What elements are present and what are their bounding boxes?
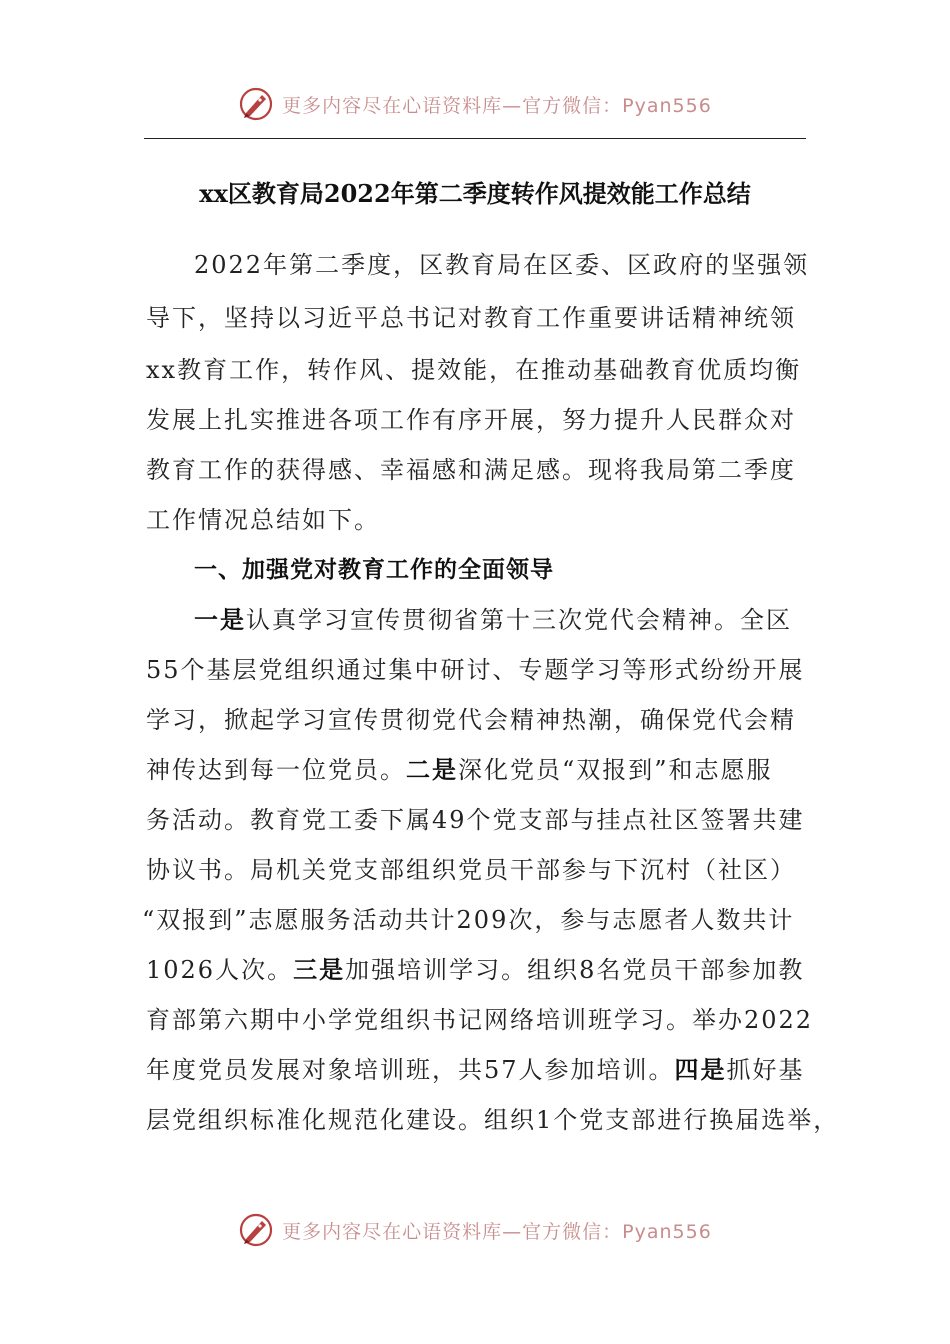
header-watermark <box>0 84 950 124</box>
paragraph-line: 教育工作的获得感、幸福感和满足感。现将我局第二季度 <box>146 456 796 484</box>
paragraph-line: 2022年第二季度，区教育局在区委、区政府的坚强领 <box>194 251 810 279</box>
document-title: xx区教育局2022年第二季度转作风提效能工作总结 <box>199 179 751 208</box>
paragraph-line: 年度党员发展对象培训班，共57人参加培训。四是抓好基 <box>146 1055 805 1084</box>
section-heading: 一、加强党对教育工作的全面领导 <box>194 557 554 583</box>
paragraph-line: 学习，掀起学习宣传贯彻党代会精神热潮，确保党代会精 <box>146 706 796 734</box>
paragraph-line: 发展上扎实推进各项工作有序开展，努力提升人民群众对 <box>146 406 796 434</box>
paragraph-line: 层党组织标准化规范化建设。组织1个党支部进行换届选举， <box>146 1106 840 1134</box>
footer-watermark <box>0 1210 950 1250</box>
emphasis: 一是 <box>194 605 246 634</box>
paragraph-line: 55个基层党组织通过集中研讨、专题学习等形式纷纷开展 <box>146 656 805 684</box>
pen-nib-logo-icon <box>238 1212 274 1248</box>
watermark-text: 更多内容尽在心语资料库—官方微信：Pyan556 <box>282 1220 712 1243</box>
paragraph-line: 导下，坚持以习近平总书记对教育工作重要讲话精神统领 <box>146 304 796 332</box>
paragraph-line: 工作情况总结如下。 <box>146 506 380 534</box>
watermark-text: 更多内容尽在心语资料库—官方微信：Pyan556 <box>282 94 712 117</box>
pen-nib-logo-icon <box>238 86 274 122</box>
paragraph-line: xx教育工作，转作风、提效能，在推动基础教育优质均衡 <box>146 356 802 384</box>
emphasis: 四是 <box>674 1055 727 1084</box>
paragraph-line: 一是认真学习宣传贯彻省第十三次党代会精神。全区 <box>194 605 792 634</box>
emphasis: 三是 <box>293 955 346 984</box>
emphasis: 二是 <box>406 755 458 784</box>
paragraph-line: 育部第六期中小学党组织书记网络培训班学习。举办2022 <box>146 1006 814 1034</box>
paragraph-line: 神传达到每一位党员。二是深化党员“双报到”和志愿服 <box>146 755 773 784</box>
paragraph-line: “双报到”志愿服务活动共计209次，参与志愿者人数共计 <box>142 906 795 934</box>
paragraph-line: 务活动。教育党工委下属49个党支部与挂点社区签署共建 <box>146 806 805 834</box>
paragraph-line: 协议书。局机关党支部组织党员干部参与下沉村（社区） <box>146 856 796 884</box>
paragraph-line: 1026人次。三是加强培训学习。组织8名党员干部参加教 <box>146 955 805 984</box>
header-divider <box>144 138 806 139</box>
